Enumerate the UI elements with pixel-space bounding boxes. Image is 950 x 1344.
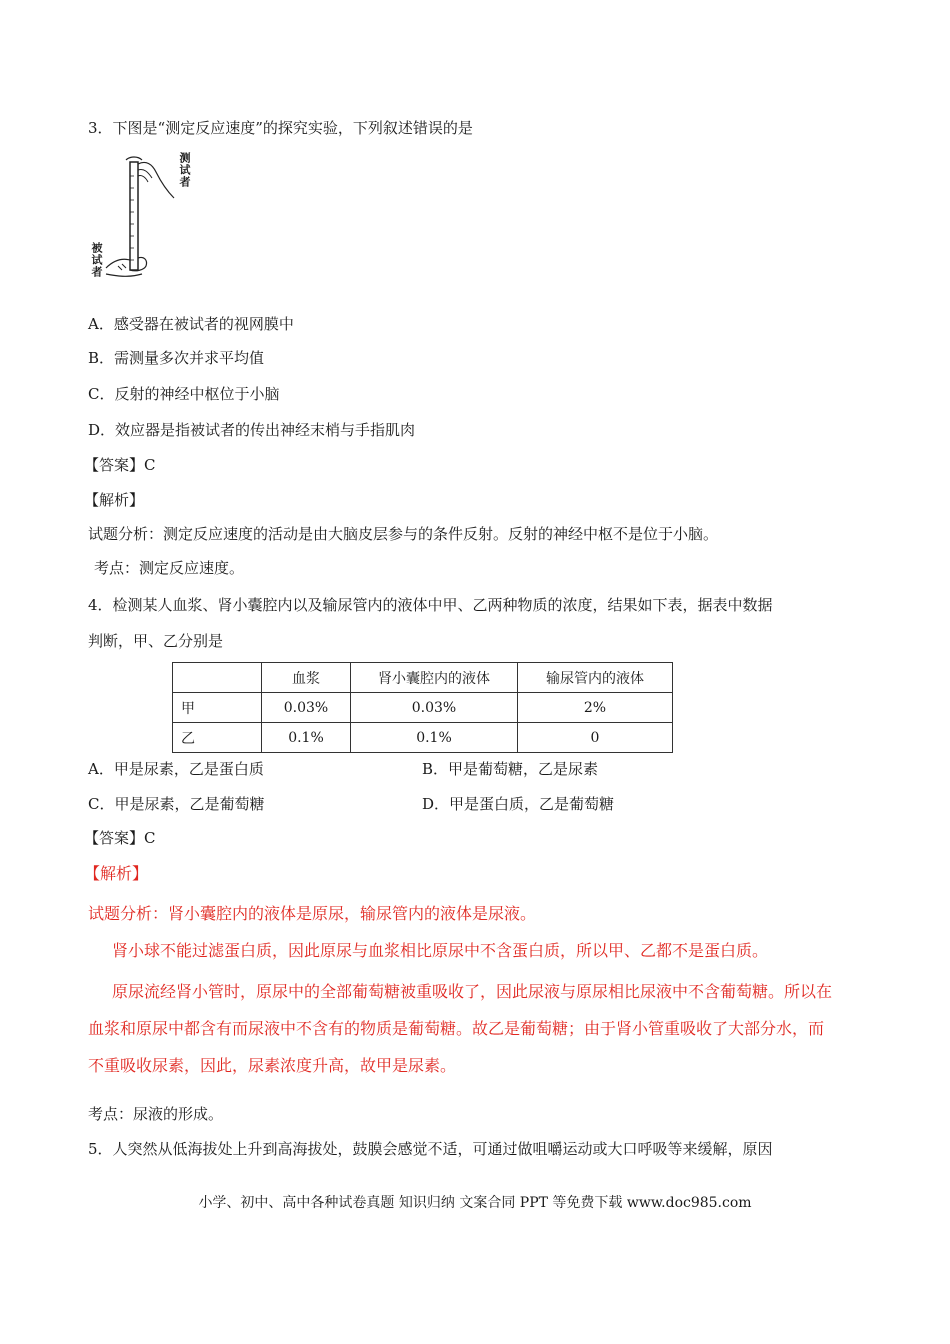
concentration-table [172, 662, 673, 753]
q4-answer: 【答案】C [84, 829, 156, 847]
q4-analysis-line: 原尿流经肾小管时，原尿中的全部葡萄糖被重吸收了，因此尿液与原尿相比尿液中不含葡萄糖。所以在 [112, 982, 833, 1001]
table-cell: 0 [518, 723, 673, 753]
table-header-cell: 输尿管内的液体 [518, 663, 673, 693]
q4-point: 考点：尿液的形成。 [88, 1105, 224, 1123]
q4-analysis-line: 不重吸收尿素，因此，尿素浓度升高，故甲是尿素。 [88, 1056, 457, 1075]
table-row [173, 693, 673, 723]
q4-analysis-title: 【解析】 [84, 864, 149, 883]
q3-analysis: 试题分析：测定反应速度的活动是由大脑皮层参与的条件反射。反射的神经中枢不是位于小脑。 [88, 525, 719, 543]
q3-point: 考点：测定反应速度。 [94, 559, 245, 577]
table-header-cell [173, 663, 262, 693]
tester-label: 测试者 [178, 152, 191, 188]
table-header-row [173, 663, 673, 693]
q3-option-a: A．感受器在被试者的视网膜中 [88, 315, 294, 333]
table-cell: 0.1% [351, 723, 518, 753]
q4-option-d: D．甲是蛋白质，乙是葡萄糖 [422, 795, 615, 813]
q3-option-b: B．需测量多次并求平均值 [88, 349, 265, 367]
q4-option-b: B．甲是葡萄糖，乙是尿素 [422, 760, 599, 778]
q4-option-c: C．甲是尿素，乙是葡萄糖 [88, 795, 265, 813]
q4-analysis-line: 血浆和原尿中都含有而尿液中不含有的物质是葡萄糖。故乙是葡萄糖；由于肾小管重吸收了大部分水，而 [88, 1019, 825, 1038]
table-header-cell: 血浆 [262, 663, 351, 693]
table-row [173, 723, 673, 753]
table-cell: 甲 [173, 693, 262, 723]
table-header-cell: 肾小囊腔内的液体 [351, 663, 518, 693]
table-cell: 乙 [173, 723, 262, 753]
q3-stem: 3．下图是“测定反应速度”的探究实验，下列叙述错误的是 [88, 119, 473, 137]
table-cell: 2% [518, 693, 673, 723]
table-cell: 0.03% [351, 693, 518, 723]
q4-analysis-line: 试题分析：肾小囊腔内的液体是原尿，输尿管内的液体是尿液。 [88, 904, 537, 923]
table-cell: 0.03% [262, 693, 351, 723]
q3-option-d: D．效应器是指被试者的传出神经末梢与手指肌肉 [88, 421, 416, 439]
q4-stem-line1: 4．检测某人血浆、肾小囊腔内以及输尿管内的液体中甲、乙两种物质的浓度，结果如下表，据表中数据 [88, 596, 773, 614]
reaction-test-figure [86, 150, 196, 285]
page-footer: 小学、初中、高中各种试卷真题 知识归纳 文案合同 PPT 等免费下载 www.doc985.com [198, 1195, 752, 1211]
q5-stem: 5．人突然从低海拔处上升到高海拔处，鼓膜会感觉不适，可通过做咀嚼运动或大口呼吸等来缓解，原因 [88, 1140, 773, 1158]
q3-option-c: C．反射的神经中枢位于小脑 [88, 385, 280, 403]
q3-analysis-title: 【解析】 [84, 491, 145, 509]
q3-answer: 【答案】C [84, 456, 156, 474]
q4-option-a: A．甲是尿素，乙是蛋白质 [88, 760, 264, 778]
q4-stem-line2: 判断，甲、乙分别是 [88, 632, 224, 650]
subject-label: 被试者 [90, 242, 103, 278]
q4-analysis-line: 肾小球不能过滤蛋白质，因此原尿与血浆相比原尿中不含蛋白质，所以甲、乙都不是蛋白质。 [112, 941, 769, 960]
table-cell: 0.1% [262, 723, 351, 753]
